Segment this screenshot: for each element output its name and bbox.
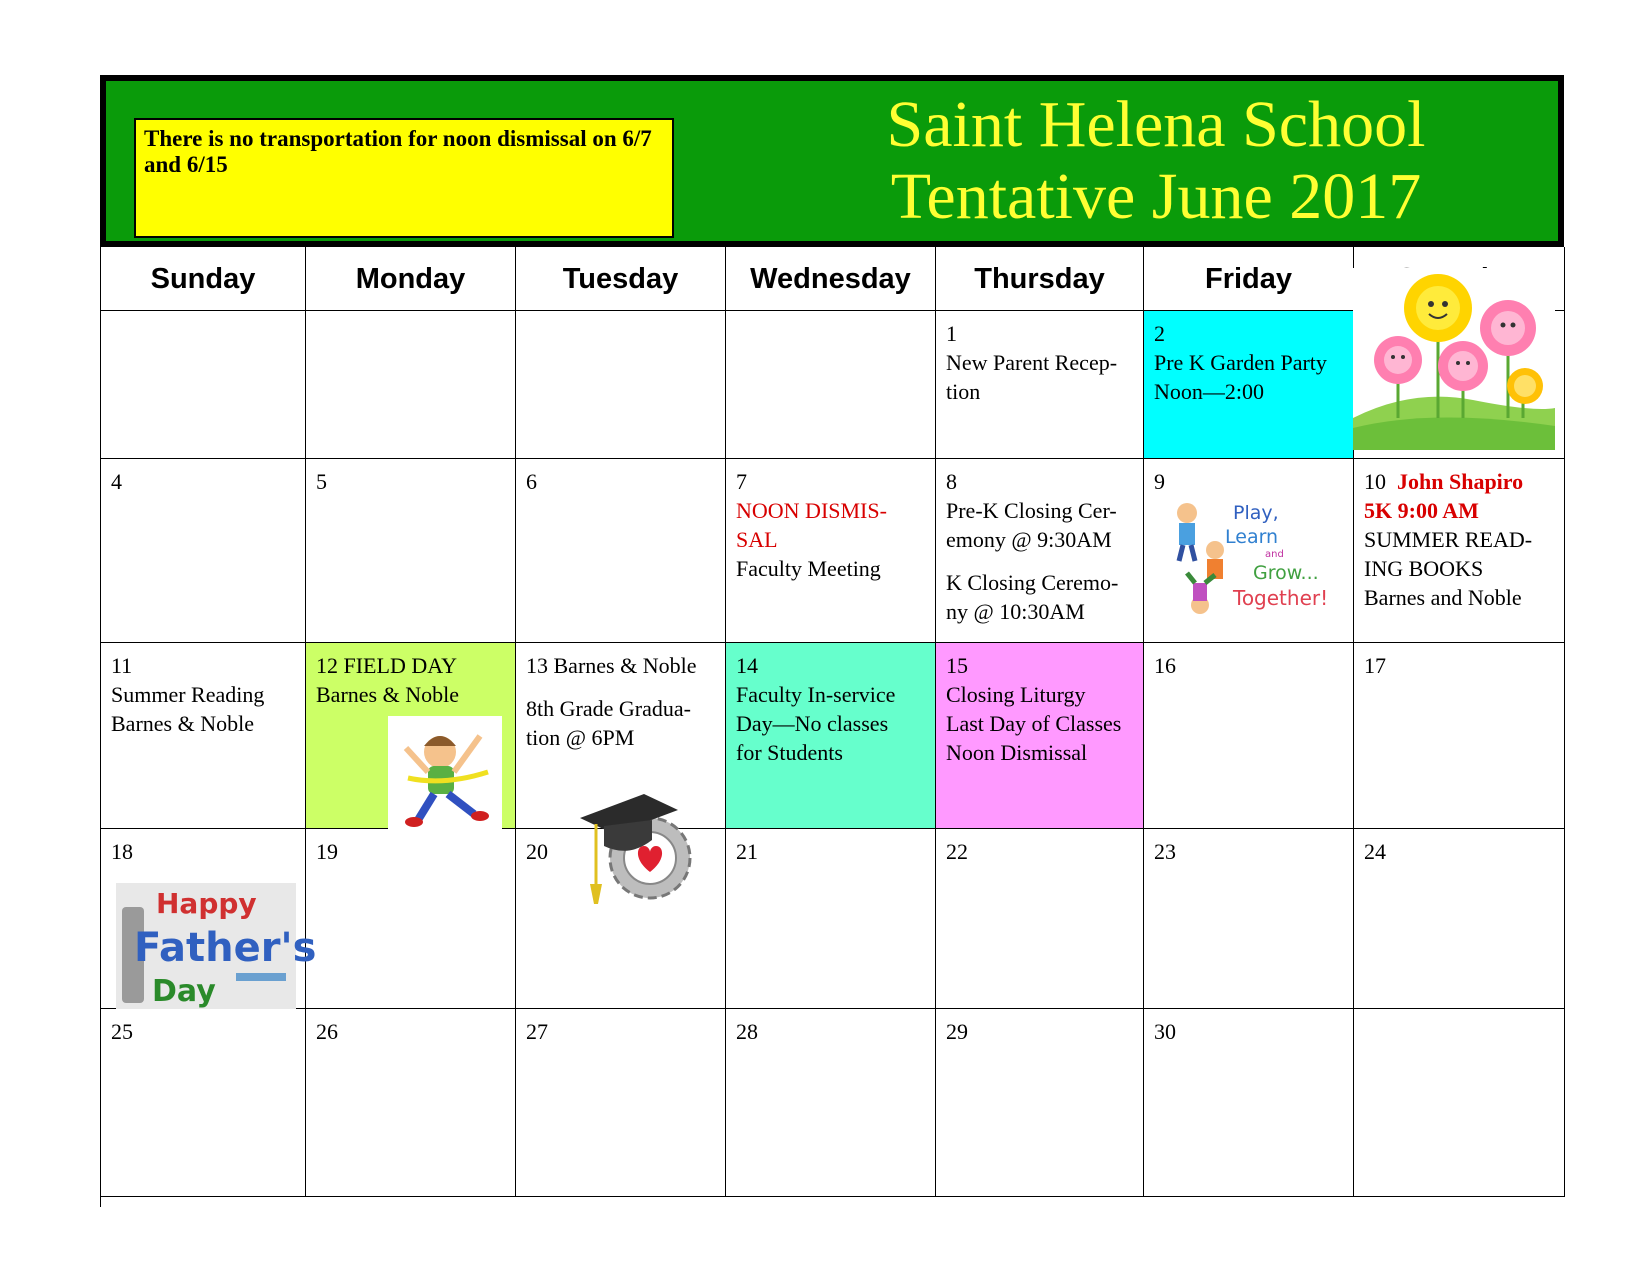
day-number: 23 [1154,839,1176,864]
day-16 [1144,643,1354,829]
title-school: Saint Helena School [886,88,1426,161]
event-text: tion [946,379,981,404]
event-text: 8th Grade Gradua- [526,696,691,721]
event-text: SUMMER READ- [1364,527,1533,552]
day-empty [101,311,306,459]
calendar-grid [100,247,1565,1207]
day-number: 4 [111,469,122,494]
children-playing-icon [1165,495,1340,630]
event-text: tion @ 6PM [526,725,635,750]
event-text: Noon—2:00 [1154,379,1264,404]
day-5 [306,459,516,643]
day-21 [726,829,936,1009]
day-25 [101,1009,306,1197]
event-text: NOON DISMIS- [736,498,887,523]
event-text: for Students [736,740,843,765]
event-text: John Shapiro [1397,469,1524,494]
day-number: 29 [946,1019,968,1044]
calendar-banner [100,75,1564,247]
day-number: 28 [736,1019,758,1044]
fathers-word: Father's [134,925,317,971]
weekday-sunday: Sunday [101,247,306,311]
event-text: SAL [736,527,778,552]
event-text: Summer Reading [111,682,265,707]
grow-word: Grow... [1253,562,1319,584]
graduation-cap-icon [574,788,704,908]
event-text: Pre K Garden Party [1154,350,1327,375]
day-number: 10 [1364,469,1386,494]
spacer [526,680,715,694]
day-22 [936,829,1144,1009]
spacer [946,554,1133,568]
calendar-title [756,89,1556,233]
day-11 [101,643,306,829]
day-number: 2 [1154,321,1165,346]
day-number: 24 [1364,839,1386,864]
play-learn-grow-clipart [1165,495,1340,630]
day-27 [516,1009,726,1197]
graduation-cap-clipart [574,788,704,908]
day-number: 18 [111,839,133,864]
day-number: 20 [526,839,548,864]
day-10 [1354,459,1565,643]
learn-word: Learn [1225,526,1279,548]
weekday-tuesday: Tuesday [516,247,726,311]
event-text: 5K 9:00 AM [1364,498,1479,523]
play-word: Play, [1233,502,1279,524]
event-text: Closing Liturgy [946,682,1086,707]
flowers-icon [1353,268,1555,450]
weekday-wednesday: Wednesday [726,247,936,311]
day-number: 11 [111,653,133,678]
day-number: 25 [111,1019,133,1044]
event-text: Barnes & Noble [111,711,254,736]
event-text: Noon Dismissal [946,740,1088,765]
day-number: 1 [946,321,957,346]
day-number: 5 [316,469,327,494]
event-text: Pre-K Closing Cer- [946,498,1117,523]
day-number: 16 [1154,653,1176,678]
event-text: ING BOOKS [1364,556,1484,581]
event-text: Day—No classes [736,711,889,736]
day-number: 17 [1364,653,1386,678]
day-28 [726,1009,936,1197]
day-30 [1144,1009,1354,1197]
weekday-monday: Monday [306,247,516,311]
day-number: 15 [946,653,968,678]
together-word: Together! [1233,586,1329,610]
day-empty [726,311,936,459]
event-text: FIELD DAY [343,653,457,678]
and-word: and [1265,549,1284,560]
event-text: Faculty In-service [736,682,896,707]
day-empty [306,311,516,459]
day-17 [1354,643,1565,829]
day-number: 19 [316,839,338,864]
day-1 [936,311,1144,459]
day-empty [1354,1009,1565,1197]
day-number: 22 [946,839,968,864]
day-15 [936,643,1144,829]
event-text: K Closing Ceremo- [946,570,1119,595]
day-number: 27 [526,1019,548,1044]
day-number: 30 [1154,1019,1176,1044]
day-4 [101,459,306,643]
day-6 [516,459,726,643]
event-text: Last Day of Classes [946,711,1122,736]
day-number: 7 [736,469,747,494]
day-23 [1144,829,1354,1009]
day-8 [936,459,1144,643]
day-number: 9 [1154,469,1165,494]
day-number: 13 [526,653,548,678]
weekday-friday: Friday [1144,247,1354,311]
day-19 [306,829,516,1009]
day-number: 21 [736,839,758,864]
day-number: 12 [316,653,338,678]
flowers-clipart [1353,268,1555,450]
day-number: 6 [526,469,537,494]
event-text: Barnes & Noble [553,653,697,678]
day-14 [726,643,936,829]
day-word: Day [152,974,216,1009]
day-26 [306,1009,516,1197]
event-text: New Parent Recep- [946,350,1118,375]
day-number: 14 [736,653,758,678]
title-month: Tentative June 2017 [890,160,1422,233]
fathers-day-icon [116,883,317,1009]
event-text: Barnes and Noble [1364,585,1522,610]
field-day-runner-clipart [388,716,502,832]
transportation-notice: There is no transportation for noon dismissal on 6/7 and 6/15 [134,118,674,238]
happy-word: Happy [156,887,257,920]
day-empty [516,311,726,459]
day-number: 26 [316,1019,338,1044]
day-7 [726,459,936,643]
running-boy-icon [388,716,502,832]
event-text: emony @ 9:30AM [946,527,1112,552]
event-text: Barnes & Noble [316,682,459,707]
day-29 [936,1009,1144,1197]
day-24 [1354,829,1565,1009]
fathers-day-clipart [116,883,317,1009]
event-text: Faculty Meeting [736,556,881,581]
day-number: 8 [946,469,957,494]
day-2 [1144,311,1354,459]
weekday-thursday: Thursday [936,247,1144,311]
event-text: ny @ 10:30AM [946,599,1085,624]
